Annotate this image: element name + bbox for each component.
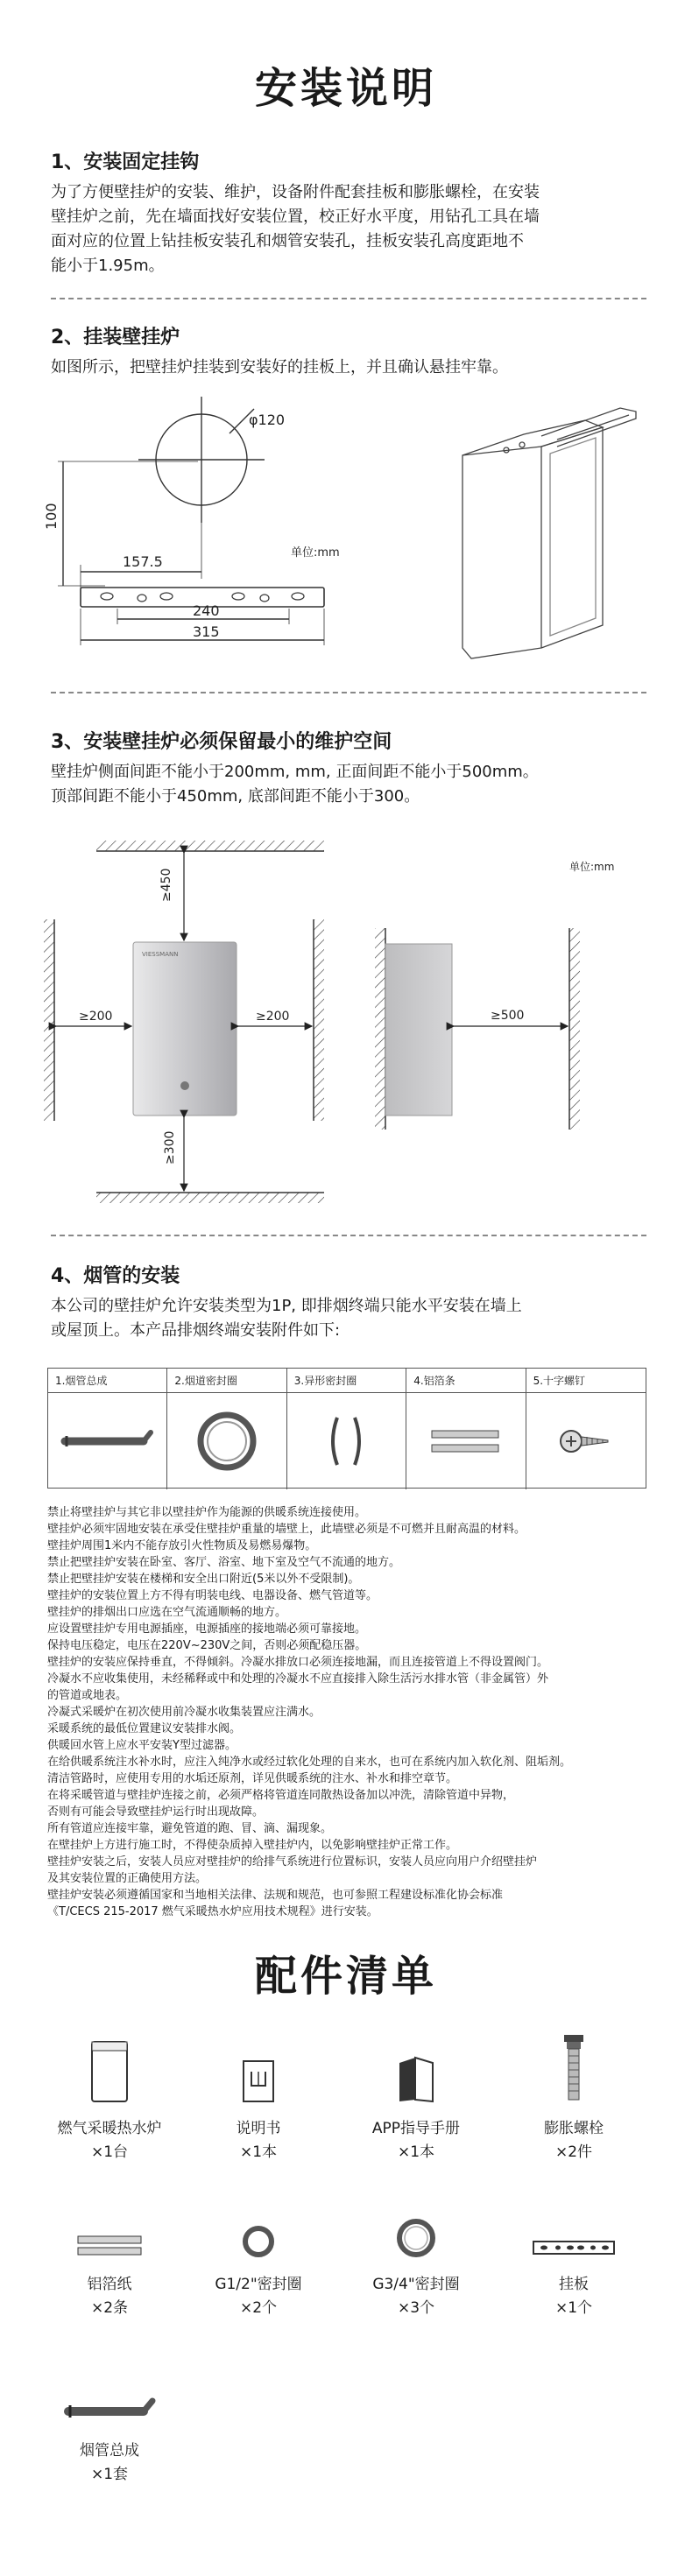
accessory-qty: ×1个 [554, 2299, 593, 2317]
note-line: 壁挂炉周围1米内不能存放引火性物质及易燃易爆物。 [47, 1539, 317, 1552]
divider [51, 298, 646, 299]
section-1-heading: 1、安装固定挂钩 [51, 151, 200, 173]
accessory-item [350, 2189, 482, 2317]
unit-label: 单位:mm [569, 861, 615, 873]
expansion-bolt-icon [508, 2023, 639, 2103]
text-line: 面对应的位置上钻挂板安装孔和烟管安装孔，挂板安装孔高度距地不 [51, 232, 524, 250]
divider [51, 1235, 646, 1236]
svg-text:VIESSMANN: VIESSMANN [142, 951, 179, 958]
note-line: 冷凝式采暖炉在初次使用前冷凝水收集装置应注满水。 [47, 1706, 321, 1719]
section-1-text [51, 180, 646, 278]
flue-parts-table [47, 1368, 646, 1489]
accessory-item [350, 2023, 482, 2161]
section-2-text: 如图所示，把壁挂炉挂装到安装好的挂板上，并且确认悬挂牢靠。 [51, 358, 508, 377]
accessory-name: 燃气采暖热水炉 [57, 2120, 162, 2137]
safety-notes [47, 1504, 652, 1920]
note-line: 所有管道应连接牢靠，避免管道的跑、冒、滴、漏现象。 [47, 1822, 333, 1835]
manual-icon [193, 2023, 324, 2103]
foil-strip-icon [406, 1393, 526, 1489]
accessory-item [508, 2189, 639, 2317]
accessory-qty: ×1本 [397, 2143, 435, 2161]
hanging-plate-diagram [35, 390, 350, 661]
section-4-text [51, 1294, 646, 1343]
note-line: 《T/CECS 215-2017 燃气采暖热水炉应用技术规程》进行安装。 [47, 1905, 378, 1918]
unit-label: 单位:mm [291, 546, 340, 560]
section-3-text [51, 760, 646, 809]
note-line: 及其安装位置的正确使用方法。 [47, 1872, 208, 1885]
section-2-heading: 2、挂装壁挂炉 [51, 327, 180, 348]
note-line: 壁挂炉必须牢固地安装在承受住壁挂炉重量的墙壁上，此墙壁必须是不可燃并且耐高温的材料。 [47, 1523, 526, 1536]
note-line: 壁挂炉的排烟出口应选在空气流通顺畅的地方。 [47, 1606, 287, 1619]
note-line: 冷凝水不应收集使用，未经稀释或中和处理的冷凝水不应直接排入除生活污水排水管（非金属管）外 [47, 1672, 549, 1686]
boiler-icon [44, 2023, 175, 2103]
dim-100: 100 [43, 503, 60, 530]
boiler-perspective-drawing [410, 385, 646, 665]
accessory-item [44, 2355, 175, 2483]
text-line: 能小于1.95m。 [51, 257, 165, 275]
page-title: 安装说明 [254, 64, 437, 113]
app-guide-icon [350, 2023, 482, 2103]
note-line: 壁挂炉安装必须遵循国家和当地相关法律、法规和规范，也可参照工程建设标准化协会标准 [47, 1889, 504, 1902]
flue-pipe-icon [48, 1393, 167, 1489]
clearance-diagram [35, 832, 648, 1226]
note-line: 保持电压稳定，电压在220V~230V之间，否则必须配稳压器。 [47, 1639, 367, 1652]
accessory-item [193, 2023, 324, 2161]
part-header: 1.烟管总成 [48, 1369, 167, 1393]
accessory-qty: ×1套 [90, 2466, 129, 2483]
accessory-qty: ×2个 [239, 2299, 278, 2317]
front-clearance: ≥500 [491, 1009, 525, 1023]
accessory-item [193, 2189, 324, 2317]
cross-screw-icon [526, 1393, 646, 1489]
accessory-item [44, 2189, 175, 2317]
shaped-seal-icon [287, 1393, 406, 1489]
note-line: 否则有可能会导致壁挂炉运行时出现故障。 [47, 1805, 265, 1819]
accessory-item [44, 2023, 175, 2161]
accessory-name: 膨胀螺栓 [544, 2120, 604, 2137]
top-clearance: ≥450 [159, 868, 173, 902]
note-line: 采暖系统的最低位置建议安装排水阀。 [47, 1722, 242, 1735]
bottom-clearance: ≥300 [163, 1130, 177, 1165]
accessories-title: 配件清单 [254, 1952, 437, 2001]
part-header: 5.十字螺钉 [526, 1369, 646, 1393]
accessory-name: 挂板 [559, 2276, 589, 2293]
dim-157: 157.5 [123, 553, 163, 570]
note-line: 的管道或地表。 [47, 1689, 128, 1702]
note-line: 禁止把壁挂炉安装在楼梯和安全出口附近(5米以外不受限制)。 [47, 1573, 360, 1586]
foil-tape-icon [44, 2189, 175, 2259]
accessory-name: 说明书 [236, 2120, 281, 2137]
right-clearance: ≥200 [256, 1010, 290, 1024]
note-line: 壁挂炉的安装位置上方不得有明装电线、电器设备、燃气管道等。 [47, 1589, 378, 1602]
note-line: 清洁管路时，应使用专用的水垢还原剂，详见供暖系统的注水、补水和排空章节。 [47, 1772, 458, 1785]
text-line: 壁挂炉之前，先在墙面找好安装位置，校正好水平度，用钻孔工具在墙 [51, 208, 540, 226]
note-line: 壁挂炉安装之后，安装人员应对壁挂炉的给排气系统进行位置标识，安装人员应向用户介绍壁挂炉 [47, 1855, 538, 1869]
part-header: 3.异形密封圈 [287, 1369, 406, 1393]
note-line: 应设置壁挂炉专用电源插座，电源插座的接地端必须可靠接地。 [47, 1622, 367, 1636]
note-line: 禁止将壁挂炉与其它非以壁挂炉作为能源的供暖系统连接使用。 [47, 1506, 367, 1519]
flue-seal-ring-icon [167, 1393, 286, 1489]
text-line: 或屋顶上。本产品排烟终端安装附件如下: [51, 1321, 341, 1340]
dim-315: 315 [193, 623, 220, 640]
accessory-name: 铝箔纸 [87, 2276, 132, 2293]
note-line: 壁挂炉的安装应保持垂直，不得倾斜。冷凝水排放口必须连接地漏，而且连接管道上不得设置阀门。 [47, 1656, 549, 1669]
accessory-item [508, 2023, 639, 2161]
text-line: 为了方便壁挂炉的安装、维护，设备附件配套挂板和膨胀螺栓，在安装 [51, 183, 540, 201]
accessory-qty: ×1本 [239, 2143, 278, 2161]
section-3-heading: 3、安装壁挂炉必须保留最小的维护空间 [51, 731, 392, 753]
note-line: 在给供暖系统注水补水时，应注入纯净水或经过软化处理的自来水，也可在系统内加入软化剂、阻垢剂。 [47, 1756, 572, 1769]
dim-240: 240 [193, 602, 220, 619]
hanging-plate-icon [508, 2189, 639, 2259]
note-line: 禁止把壁挂炉安装在卧室、客厅、浴室、地下室及空气不流通的地方。 [47, 1556, 401, 1569]
accessory-qty: ×3个 [397, 2299, 435, 2317]
accessory-name: G1/2"密封圈 [215, 2276, 302, 2293]
accessory-qty: ×2条 [90, 2299, 129, 2317]
seal-ring-small-icon [193, 2189, 324, 2259]
note-line: 在将采暖管道与壁挂炉连接之前，必须严格将管道连同散热设备加以冲洗，清除管道中异物， [47, 1789, 515, 1802]
accessory-qty: ×1台 [90, 2143, 129, 2161]
note-line: 在壁挂炉上方进行施工时，不得使杂质掉入壁挂炉内，以免影响壁挂炉正常工作。 [47, 1839, 458, 1852]
accessory-name: APP指导手册 [371, 2120, 461, 2137]
seal-ring-large-icon [350, 2189, 482, 2259]
text-line: 顶部间距不能小于450mm, 底部间距不能小于300。 [51, 787, 420, 806]
flue-pipe-icon [44, 2355, 175, 2425]
phi-label: φ120 [249, 412, 286, 428]
left-clearance: ≥200 [79, 1010, 113, 1024]
text-line: 本公司的壁挂炉允许安装类型为1P, 即排烟终端只能水平安装在墙上 [51, 1297, 522, 1315]
part-header: 4.铝箔条 [406, 1369, 526, 1393]
text-line: 壁挂炉侧面间距不能小于200mm, mm, 正面间距不能小于500mm。 [51, 763, 539, 781]
part-header: 2.烟道密封圈 [167, 1369, 286, 1393]
accessory-qty: ×2件 [554, 2143, 593, 2161]
section-4-heading: 4、烟管的安装 [51, 1265, 180, 1287]
note-line: 供暖回水管上应水平安装Y型过滤器。 [47, 1739, 237, 1752]
accessory-name: 烟管总成 [80, 2442, 139, 2460]
divider [51, 692, 646, 693]
accessory-name: G3/4"密封圈 [372, 2276, 460, 2293]
